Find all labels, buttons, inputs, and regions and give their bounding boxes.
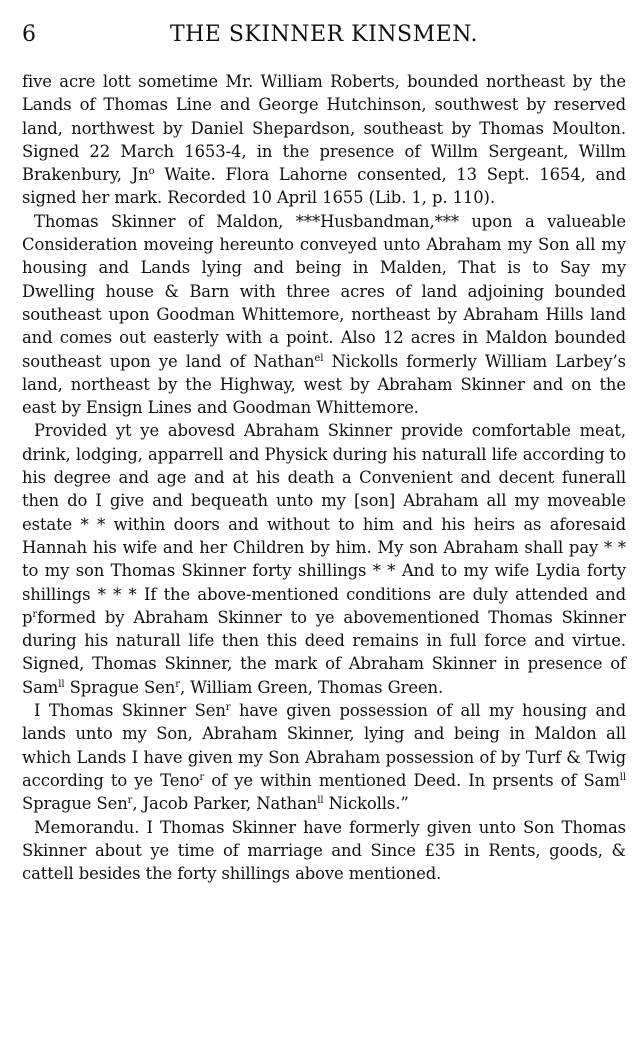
paragraph-5: Memorandu. I Thomas Skinner have formerly given unto Son Thomas Skinner about ye time of marriage and Since £35 in Rents, goods, & cattell besides the forty shillings above mentioned. (22, 817, 626, 884)
paragraph-1: five acre lott sometime Mr. William Roberts, bounded northeast by the Lands of Thomas Line and George Hutchinson, southwest by reserved land, northwest by Daniel Shepardson, southeast by Thomas Moulton. Signed 22 March 1653-4, in the presence of Willm Sergeant, Willm Brakenbury, Jn$^o$ Waite. Flora Lahorne consented, 13 Sept. 1654, and signed her mark. Recorded 10 April 1655 (Lib. 1, p. 110). (22, 72, 627, 208)
paragraph-3: Provided yt ye abovesd Abraham Skinner provide comfortable meat, drink, lodging, apparrell and Physick during his naturall life according to his degree and age and at his death a Convenient and decent funerall then do I give and bequeath unto my [son] Abraham all my moveable estate * * within doors and without to him and his heirs as aforesaid Hannah his wife and her Children by him. My son Abraham shall pay * * to my son Thomas Skinner forty shillings * * And to my wife Lydia forty shillings * * * If the above-mentioned conditions are duly attended and $p^rformed$ by Abraham Skinner to ye abovementioned Thomas Skinner during his naturall life then this deed remains in full force and virtue. Signed, Thomas Skinner, the mark of Abraham Skinner in presence of Sam$^{ll}$ Sprague Sen$^r$, William Green, Thomas Green. (22, 421, 626, 697)
body-text (22, 70, 626, 885)
page-header (22, 22, 626, 54)
paragraph-4: I Thomas Skinner Sen$^r$ have given possession of all my housing and lands unto my Son, Abraham Skinner, lying and being in Maldon all which Lands I have given my Son Abraham possession of by Turf & Twig according to ye Teno$^r$ of ye within mentioned Deed. In prsents of Sam$^{ll}$ Sprague Sen$^r$, Jacob Parker, Nathan$^{ll}$ Nickolls.” (22, 701, 627, 814)
page-number: 6 (22, 22, 36, 47)
paragraph-2: Thomas Skinner of Maldon, ***Husbandman,*** upon a valueable Consideration moveing hereunto conveyed unto Abraham my Son all my housing and Lands lying and being in Malden, That is to Say my Dwelling house & Barn with three acres of land adjoining bounded southeast upon Goodman Whittemore, northeast by Abraham Hills land and comes out easterly with a point. Also 12 acres in Maldon bounded southeast upon ye land of Nathan$^{el}$ Nickolls formerly William Larbey’s land, northeast by the Highway, west by Abraham Skinner and on the east by Ensign Lines and Goodman Whittemore. (22, 211, 626, 418)
running-title: THE SKINNER KINSMEN. (169, 22, 479, 47)
